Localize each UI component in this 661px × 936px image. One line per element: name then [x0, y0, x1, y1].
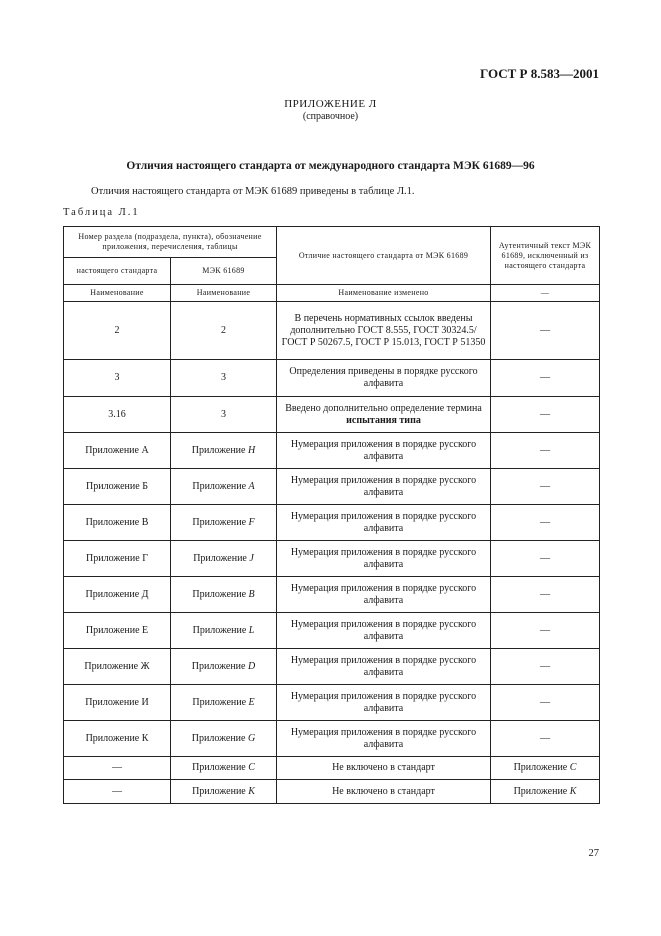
cell-text: — — [540, 552, 550, 564]
cell-text: Приложение — [192, 480, 249, 492]
cell-text: Наименование изменено — [338, 288, 429, 297]
cell-text: Приложение И — [85, 696, 149, 708]
cell-text: Приложение — [192, 696, 249, 708]
cell-this-standard — [64, 302, 171, 360]
cell-text: Приложение — [192, 516, 249, 528]
cell-text: 2 — [114, 324, 120, 336]
table-row — [64, 649, 600, 685]
cell-authentic-text — [491, 780, 600, 804]
cell-authentic-text — [491, 721, 600, 757]
term-bold: испытания типа — [346, 414, 421, 426]
cell-this-standard — [64, 433, 171, 469]
cell-authentic-text — [491, 285, 600, 302]
cell-difference — [277, 433, 491, 469]
cell-text: Нумерация приложения в порядке русского алфавита — [290, 618, 477, 642]
cell-difference — [277, 469, 491, 505]
cell-difference — [277, 360, 491, 397]
cell-this-standard — [64, 649, 171, 685]
table-row — [64, 757, 600, 780]
cell-this-standard — [64, 577, 171, 613]
table-row — [64, 302, 600, 360]
cell-text: Приложение Д — [85, 588, 149, 600]
appendix-note: (справочное) — [302, 111, 359, 122]
cell-text: Приложение — [513, 785, 570, 797]
cell-iec — [171, 397, 277, 433]
cell-authentic-text — [491, 649, 600, 685]
cell-text: Нумерация приложения в порядке русского алфавита — [290, 582, 477, 606]
table-row — [64, 685, 600, 721]
appendix-letter: C — [569, 762, 577, 773]
cell-iec — [171, 469, 277, 505]
table-row — [64, 505, 600, 541]
header-difference: Отличие настоящего стандарта от МЭК 61689 — [277, 227, 491, 285]
cell-text: Приложение — [192, 785, 249, 797]
cell-text: Нумерация приложения в порядке русского алфавита — [290, 546, 477, 570]
cell-this-standard — [64, 285, 171, 302]
cell-text: Введено дополнительно определение термина — [285, 402, 482, 414]
cell-text: Нумерация приложения в порядке русского алфавита — [290, 510, 477, 534]
appendix-letter: E — [248, 696, 255, 708]
section-title: Отличия настоящего стандарта от международного стандарта МЭК 61689—96 — [126, 160, 535, 172]
cell-authentic-text — [491, 397, 600, 433]
cell-text: Нумерация приложения в порядке русского алфавита — [290, 474, 477, 498]
cell-text: Нумерация приложения в порядке русского алфавита — [290, 438, 477, 462]
cell-authentic-text — [491, 613, 600, 649]
cell-text: Приложение Г — [86, 552, 148, 564]
cell-text: Нумерация приложения в порядке русского алфавита — [290, 726, 477, 750]
cell-this-standard — [64, 757, 171, 780]
cell-iec — [171, 721, 277, 757]
appendix-letter: K — [569, 785, 577, 797]
appendix-title: ПРИЛОЖЕНИЕ Л — [284, 98, 377, 110]
cell-authentic-text — [491, 685, 600, 721]
cell-text: — — [540, 624, 550, 636]
cell-text: — — [540, 324, 550, 336]
cell-text: 3 — [221, 408, 226, 420]
cell-this-standard — [64, 505, 171, 541]
cell-difference — [277, 302, 491, 360]
appendix-letter: D — [247, 660, 256, 672]
cell-text: — — [540, 516, 550, 528]
cell-text: Приложение К — [85, 732, 149, 744]
table-caption: Таблица Л.1 — [63, 207, 140, 218]
cell-this-standard — [64, 397, 171, 433]
header-this-standard: настоящего стандарта — [64, 258, 171, 285]
cell-text: — — [540, 372, 550, 383]
appendix-letter: H — [247, 444, 256, 456]
cell-text: Определения приведены в порядке русского алфавита — [289, 366, 478, 389]
header-iec: МЭК 61689 — [171, 258, 277, 285]
document-code: ГОСТ Р 8.583—2001 — [480, 66, 599, 81]
table-row — [64, 285, 600, 302]
cell-text: Приложение Е — [85, 624, 149, 636]
cell-text: — — [540, 732, 550, 744]
cell-text: — — [540, 660, 550, 672]
appendix-letter: B — [248, 588, 255, 600]
differences-table — [63, 226, 600, 804]
cell-difference — [277, 685, 491, 721]
cell-authentic-text — [491, 302, 600, 360]
cell-difference — [277, 577, 491, 613]
table-row — [64, 469, 600, 505]
table-row — [64, 397, 600, 433]
cell-text: Наименование — [90, 288, 144, 297]
appendix-letter: A — [248, 480, 255, 492]
appendix-letter: C — [248, 762, 255, 773]
table-row — [64, 360, 600, 397]
cell-difference — [277, 613, 491, 649]
cell-iec — [171, 433, 277, 469]
cell-text: Приложение В — [85, 516, 149, 528]
cell-authentic-text — [491, 433, 600, 469]
cell-text: Приложение — [191, 660, 248, 672]
appendix-letter: L — [248, 624, 255, 636]
table-row — [64, 613, 600, 649]
table-row — [64, 577, 600, 613]
cell-text: — — [540, 696, 550, 708]
cell-iec — [171, 285, 277, 302]
cell-text: Не включено в стандарт — [332, 785, 435, 797]
cell-authentic-text — [491, 577, 600, 613]
cell-this-standard — [64, 780, 171, 804]
cell-text: Приложение — [192, 624, 249, 636]
cell-text: 2 — [221, 324, 226, 336]
cell-authentic-text — [491, 360, 600, 397]
appendix-letter: G — [247, 732, 256, 744]
cell-text: Приложение — [191, 732, 248, 744]
cell-authentic-text — [491, 757, 600, 780]
cell-this-standard — [64, 613, 171, 649]
cell-text: В перечень нормативных ссылок введены дополнительно ГОСТ 8.555, ГОСТ 30324.5/ГОСТ Р 50267.5, ГОСТ Р 15.013, ГОСТ Р 51350 — [281, 312, 486, 348]
cell-iec — [171, 541, 277, 577]
cell-text: Приложение Ж — [84, 660, 150, 672]
cell-text: — — [540, 588, 550, 600]
cell-authentic-text — [491, 505, 600, 541]
cell-iec — [171, 577, 277, 613]
appendix-letter: J — [249, 552, 254, 564]
appendix-letter: F — [248, 516, 255, 528]
cell-text: Нумерация приложения в порядке русского алфавита — [290, 690, 477, 714]
cell-difference — [277, 780, 491, 804]
cell-authentic-text — [491, 469, 600, 505]
cell-text: — — [540, 408, 550, 420]
cell-difference — [277, 541, 491, 577]
cell-iec — [171, 757, 277, 780]
cell-text: — — [540, 444, 550, 456]
cell-difference — [277, 505, 491, 541]
cell-text: Приложение — [192, 588, 249, 600]
cell-text: — — [540, 288, 550, 297]
cell-text: — — [112, 785, 122, 797]
cell-iec — [171, 505, 277, 541]
cell-text: Приложение А — [85, 444, 149, 456]
cell-this-standard — [64, 685, 171, 721]
header-section-number: Номер раздела (подраздела, пункта), обозначение приложения, перечисления, таблицы — [64, 227, 277, 258]
cell-iec — [171, 613, 277, 649]
table-row — [64, 541, 600, 577]
table-row — [64, 780, 600, 804]
cell-text: 3 — [221, 372, 226, 383]
cell-text: Нумерация приложения в порядке русского алфавита — [290, 654, 477, 678]
intro-paragraph: Отличия настоящего стандарта от МЭК 61689 приведены в таблице Л.1. — [91, 186, 415, 197]
cell-difference — [277, 285, 491, 302]
cell-text: — — [112, 762, 122, 773]
cell-text: Не включено в стандарт — [332, 762, 435, 773]
cell-difference — [277, 397, 491, 433]
cell-text: 3 — [114, 372, 120, 383]
cell-authentic-text — [491, 541, 600, 577]
cell-text: Наименование — [196, 288, 251, 297]
header-authentic-text: Аутентичный текст МЭК 61689, исключенный из настоящего стандарта — [491, 227, 600, 285]
cell-iec — [171, 649, 277, 685]
table-row — [64, 721, 600, 757]
cell-difference — [277, 721, 491, 757]
appendix-letter: K — [248, 785, 255, 797]
cell-difference — [277, 757, 491, 780]
cell-iec — [171, 302, 277, 360]
cell-text: Приложение — [191, 444, 248, 456]
cell-text: Приложение Б — [86, 480, 148, 492]
cell-this-standard — [64, 360, 171, 397]
cell-this-standard — [64, 541, 171, 577]
cell-iec — [171, 780, 277, 804]
cell-text: — — [540, 480, 550, 492]
cell-iec — [171, 685, 277, 721]
cell-text: Приложение — [192, 762, 249, 773]
cell-text: 3.16 — [108, 408, 126, 420]
cell-iec — [171, 360, 277, 397]
table-body — [64, 285, 600, 804]
cell-this-standard — [64, 721, 171, 757]
table-row — [64, 433, 600, 469]
cell-this-standard — [64, 469, 171, 505]
page-number: 27 — [588, 848, 599, 859]
cell-text: Приложение — [513, 762, 570, 773]
cell-difference — [277, 649, 491, 685]
cell-text: Приложение — [193, 552, 250, 564]
